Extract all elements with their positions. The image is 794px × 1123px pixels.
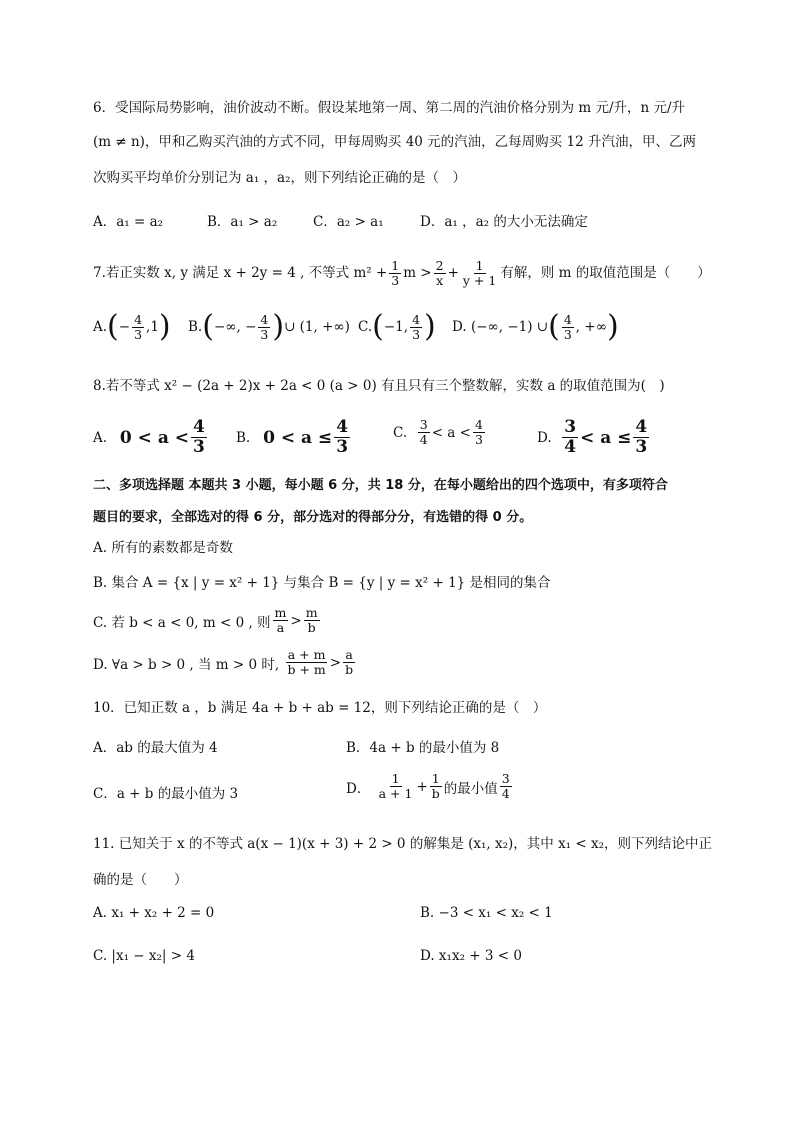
q6-line2: (m ≠ n)，甲和乙购买汽油的方式不同，甲每周购买 40 元的汽油，乙每周购买 12 升汽油，甲、乙两 [93, 134, 696, 150]
q8-option-a: A. 0 < a < $\frac{4}{3}$ [93, 417, 205, 457]
q6-option-c: C．a₂ > a₁ [313, 214, 384, 230]
q8-option-c: C. $\frac{3}{4}$ < a < $\frac{4}{3}$ [393, 417, 483, 447]
q7-option-b: B. ( −∞, − $\frac{4}{3}$ ) ∪ (1, +∞) [188, 309, 350, 344]
q10-option-d: D． $\frac{1}{a + 1}$ + $\frac{1}{b}$ 的最小值 $\frac{3}{4}$ [346, 771, 510, 801]
q7-option-c: C. ( −1, $\frac{4}{3}$ ) [358, 309, 436, 344]
q7-prefix: 7.若正实数 x, y 满足 x + 2y = 4 , 不等式 m² + [93, 265, 388, 281]
q8-option-d: D. $\frac{3}{4}$ < a ≤ $\frac{4}{3}$ [537, 417, 648, 457]
q7-mid2: + [447, 265, 459, 281]
q9-option-b: B. 集合 A = {x | y = x² + 1} 与集合 B = {y | y = x² + 1} 是相同的集合 [93, 575, 551, 591]
q8-option-b: B. 0 < a ≤ $\frac{4}{3}$ [236, 417, 349, 457]
q11-option-b: B. −3 < x₁ < x₂ < 1 [420, 905, 553, 921]
q7-frac-1: $\frac{1}{3}$ [391, 257, 400, 288]
q7-stem [93, 256, 711, 290]
q7-mid1: m > [403, 265, 432, 281]
q7-suffix: 有解，则 m 的取值范围是（ ） [500, 265, 711, 281]
q7-frac-2: $\frac{2}{x}$ [435, 257, 444, 288]
q6-option-b: B．a₁ > a₂ [207, 214, 278, 230]
q11-option-d: D. x₁x₂ + 3 < 0 [420, 948, 522, 964]
section2-heading-line2: 题目的要求，全部选对的得 6 分，部分选对的得部分分，有选错的得 0 分。 [93, 510, 533, 525]
q10-stem: 10．已知正数 a ，b 满足 4a + b + ab = 12，则下列结论正确的是（ ） [93, 700, 547, 716]
q10-option-a: A．ab 的最大值为 4 [93, 740, 218, 756]
q7-option-a: A. ( − $\frac{4}{3}$ ,1 ) [93, 309, 171, 344]
q6-line3: 次购买平均单价分别记为 a₁ ，a₂，则下列结论正确的是（ ） [93, 170, 467, 186]
q9-option-d: D. ∀a > b > 0 , 当 m > 0 时, $\frac{a + m}{b + m}$ > $\frac{a}{b}$ [93, 647, 354, 677]
q10-option-c: C．a + b 的最小值为 3 [93, 786, 239, 802]
q11-option-a: A. x₁ + x₂ + 2 = 0 [93, 905, 215, 921]
q11-line2: 确的是（ ） [93, 872, 188, 888]
q7-option-d: D. (−∞, −1) ∪ ( $\frac{4}{3}$ , +∞ ) [452, 309, 619, 344]
q8-stem: 8.若不等式 x² − (2a + 2)x + 2a < 0 (a > 0) 有且只有三个整数解，实数 a 的取值范围为( ) [93, 378, 665, 394]
q11-option-c: C. |x₁ − x₂| > 4 [93, 948, 195, 964]
q9-option-a: A. 所有的素数都是奇数 [93, 540, 233, 556]
q6-option-a: A．a₁ = a₂ [93, 214, 164, 230]
q6-option-d: D．a₁ ，a₂ 的大小无法确定 [420, 214, 588, 230]
q11-line1: 11. 已知关于 x 的不等式 a(x − 1)(x + 3) + 2 > 0 的解集是 (x₁, x₂)，其中 x₁ < x₂，则下列结论中正 [93, 836, 713, 852]
q6-line1: 6．受国际局势影响，油价波动不断。假设某地第一周、第二周的汽油价格分别为 m 元/升，n 元/升 [93, 100, 686, 116]
section2-heading-line1: 二、多项选择题 本题共 3 小题，每小题 6 分，共 18 分，在每小题给出的四个选项中，有多项符合 [93, 478, 668, 493]
q7-frac-3: $\frac{1}{y + 1}$ [462, 257, 497, 288]
q10-option-b: B．4a + b 的最小值为 8 [346, 740, 500, 756]
q9-option-c: C. 若 b < a < 0, m < 0 , 则 $\frac{m}{a}$ > $\frac{m}{b}$ [93, 605, 318, 635]
